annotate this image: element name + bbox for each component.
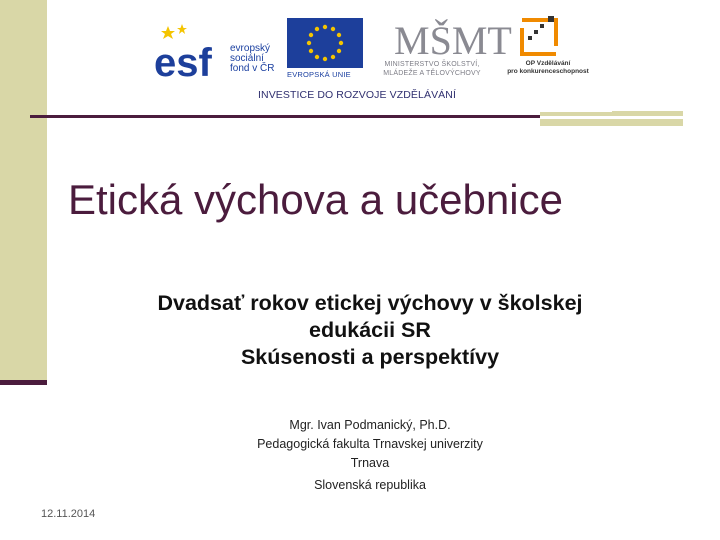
slide-date: 12.11.2014 (41, 508, 96, 520)
msmt-mark-text: MŠMT (394, 18, 512, 63)
msmt-caption (370, 60, 494, 78)
divider-rule (30, 115, 540, 118)
msmt-logo-icon (392, 14, 512, 63)
logo-banner (134, 0, 612, 112)
slide-title: Etická výchova a učebnice (68, 176, 563, 223)
op-line-2: pro konkurenceschopnost (507, 68, 589, 75)
author-faculty: Pedagogická fakulta Trnavskej univerzity (257, 437, 483, 451)
subtitle-line-2: edukácii SR (309, 318, 431, 342)
subtitle-line-3: Skúsenosti a perspektívy (240, 345, 500, 369)
msmt-line-1: MINISTERSTVO ŠKOLSTVÍ, (384, 61, 480, 68)
author-block (190, 416, 550, 495)
eu-logo (287, 18, 363, 78)
esf-logo (154, 16, 284, 85)
banner-caption: INVESTICE DO ROZVOJE VZDĚLÁVÁNÍ (258, 89, 456, 101)
esf-line-1: evropský (230, 43, 271, 54)
subtitle-line-1: Dvadsať rokov etickej výchovy v školskej (157, 291, 583, 315)
right-decor-rule-bottom (540, 119, 683, 126)
esf-line-3: fond v ČR (230, 63, 275, 74)
op-logo (498, 14, 598, 80)
author-name: Mgr. Ivan Podmanický, Ph.D. (289, 418, 451, 432)
msmt-logo (370, 14, 512, 77)
left-decor-band (0, 0, 47, 383)
eu-flag-icon (287, 18, 363, 68)
slide-subtitle (60, 290, 680, 371)
esf-mark-text: esf (154, 41, 212, 85)
author-city: Trnava (350, 456, 390, 470)
op-caption (498, 60, 598, 76)
esf-line-2: sociální (230, 53, 264, 64)
op-line-1: OP Vzdělávání (525, 60, 571, 67)
author-country: Slovenská republika (314, 478, 426, 492)
msmt-line-2: MLÁDEŽE A TĚLOVÝCHOVY (383, 70, 481, 77)
op-logo-icon (518, 14, 562, 58)
esf-caption (230, 44, 274, 74)
eu-label: EVROPSKÁ UNIE (287, 70, 351, 79)
esf-logo-icon (154, 20, 226, 85)
left-band-accent (0, 380, 47, 385)
